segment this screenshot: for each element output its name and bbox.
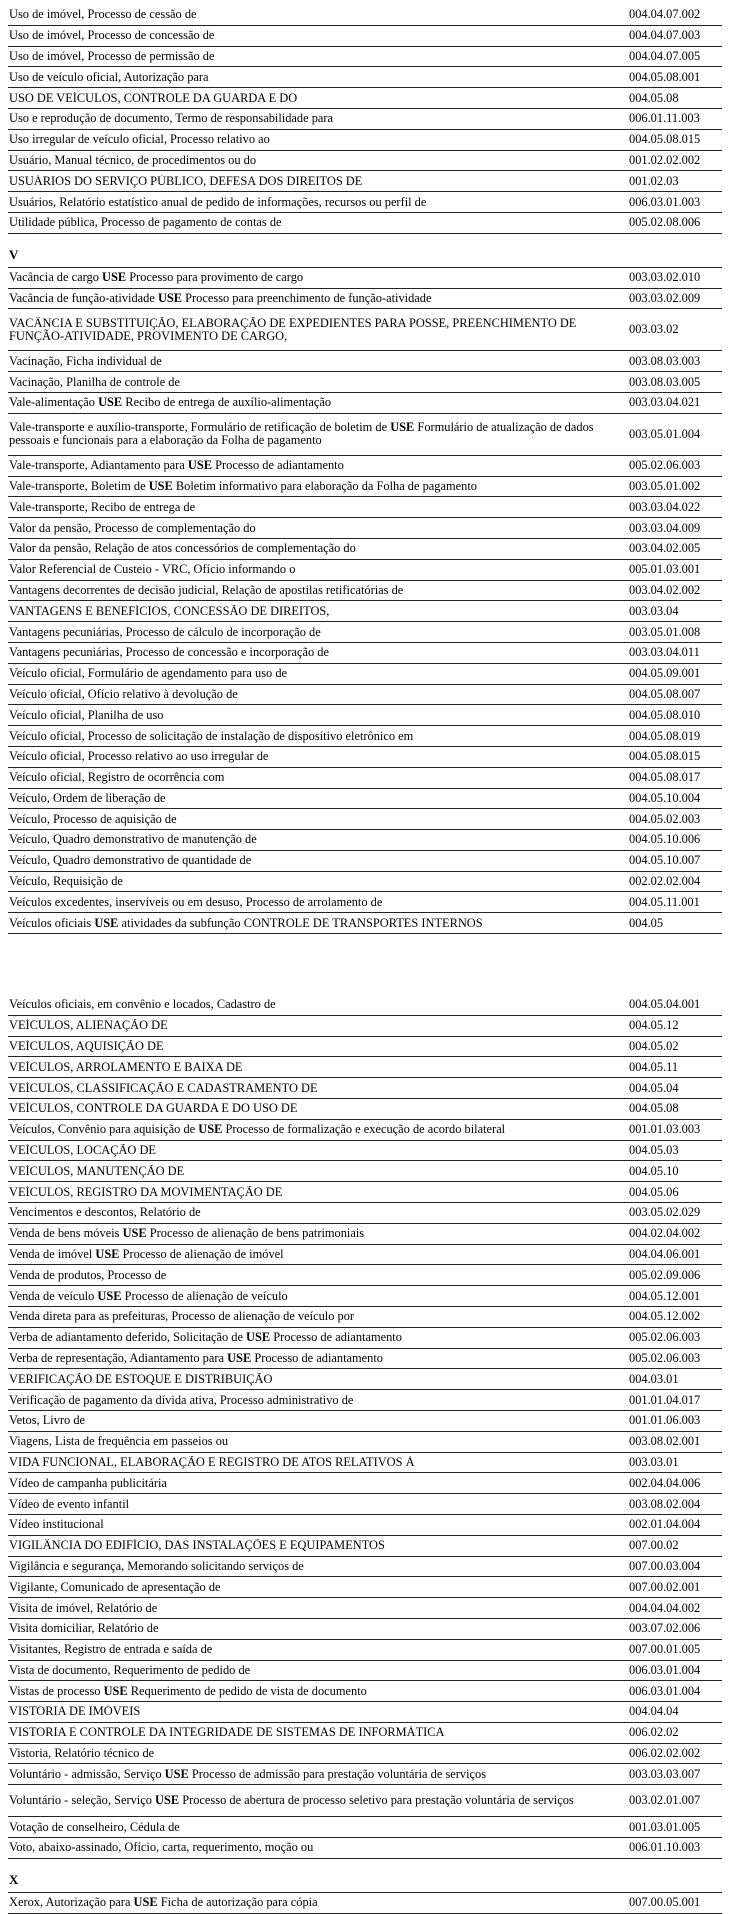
index-entry-row [8, 892, 722, 913]
entry-code: 004.05.08 [629, 1101, 679, 1116]
index-entry-row [8, 309, 722, 351]
entry-code: 003.03.04.022 [629, 499, 701, 514]
index-entry-row [8, 47, 722, 68]
index-entry-row [8, 372, 722, 393]
entry-term: Vale-transporte e auxílio-transporte, Formulário de retificação de boletim de USE Formulário de atualização de dados pessoais e funcionais para a elaboração da Folha de pagamento [9, 421, 594, 448]
index-entry-row [8, 1411, 722, 1432]
index-entry-row [8, 913, 722, 934]
entry-code: 004.04.04.002 [629, 1600, 701, 1615]
entry-term: Vantagens decorrentes de decisão judicial, Relação de apostilas retificatórias de [9, 583, 404, 597]
entry-code: 004.05.02 [629, 1038, 679, 1053]
index-entry-row [8, 1640, 722, 1661]
index-entry-row [8, 726, 722, 747]
index-entry-row [8, 1120, 722, 1141]
section-heading-v: V [8, 234, 722, 268]
entry-term: Veículo oficial, Registro de ocorrência com [9, 771, 225, 785]
entry-code: 003.07.02.006 [629, 1621, 701, 1636]
entry-code: 001.01.03.003 [629, 1122, 701, 1137]
entry-code: 004.05.06 [629, 1184, 679, 1199]
entry-term: Vídeo institucional [9, 1518, 104, 1532]
index-entry-row [8, 171, 722, 192]
entry-code: 004.04.04 [629, 1704, 679, 1719]
index-entry-row [8, 151, 722, 172]
entry-code: 003.03.04 [629, 603, 679, 618]
index-entry-row [8, 872, 722, 893]
index-entry-row [8, 1536, 722, 1557]
entry-term: Venda de imóvel USE Processo de alienação de imóvel [9, 1247, 284, 1261]
entry-term: VEÍCULOS, ALIENAÇÃO DE [9, 1019, 168, 1033]
index-entry-row [8, 1369, 722, 1390]
entry-code: 004.05.10.004 [629, 790, 701, 805]
index-entry-row [8, 1838, 722, 1859]
index-entry-row [8, 1453, 722, 1474]
entry-code: 006.03.01.003 [629, 194, 701, 209]
entry-term: Votação de conselheiro, Cédula de [9, 1820, 180, 1834]
index-entry-row [8, 809, 722, 830]
entry-code: 003.03.02.010 [629, 270, 701, 285]
index-entry-row [8, 1744, 722, 1765]
index-entry-row [8, 1265, 722, 1286]
entry-term: Veículo, Requisição de [9, 875, 123, 889]
entry-code: 003.03.04.021 [629, 395, 701, 410]
index-entry-row [8, 192, 722, 213]
entry-code: 004.05 [629, 915, 664, 930]
entry-term: Valor da pensão, Processo de complementação do [9, 521, 256, 535]
entry-term: Vídeo de campanha publicitária [9, 1476, 167, 1490]
entry-term: Uso de imóvel, Processo de cessão de [9, 8, 197, 22]
entry-code: 001.03.01.005 [629, 1819, 701, 1834]
entry-code: 002.04.04.006 [629, 1475, 701, 1490]
index-table-x [8, 1893, 722, 1914]
entry-term: Vale-transporte, Boletim de USE Boletim informativo para elaboração da Folha de pagamento [9, 479, 477, 493]
entry-term: VEÍCULOS, CLASSIFICAÇÃO E CADASTRAMENTO DE [9, 1081, 318, 1095]
entry-code: 004.05.10.007 [629, 853, 701, 868]
entry-code: 004.05.04.001 [629, 997, 701, 1012]
entry-code: 006.02.02.002 [629, 1746, 701, 1761]
entry-code: 004.02.04.002 [629, 1226, 701, 1241]
index-entry-row [8, 1473, 722, 1494]
entry-code: 004.05.04 [629, 1080, 679, 1095]
index-entry-row [8, 1661, 722, 1682]
entry-term: VERIFICAÇÃO DE ESTOQUE E DISTRIBUIÇÃO [9, 1372, 273, 1386]
index-entry-row [8, 1515, 722, 1536]
entry-term: Venda de produtos, Processo de [9, 1268, 167, 1282]
entry-term: VEÍCULOS, CONTROLE DA GUARDA E DO USO DE [9, 1102, 298, 1116]
entry-code: 005.02.06.003 [629, 1330, 701, 1345]
entry-term: Vista de documento, Requerimento de pedido de [9, 1663, 251, 1677]
index-block-lower [8, 995, 722, 1914]
entry-code: 004.05.11 [629, 1059, 679, 1074]
index-entry-row [8, 88, 722, 109]
section-heading-x: X [8, 1859, 722, 1893]
index-entry-row [8, 26, 722, 47]
entry-term: Visita de imóvel, Relatório de [9, 1601, 158, 1615]
entry-code: 001.02.02.002 [629, 152, 701, 167]
index-block-upper [8, 5, 722, 934]
index-entry-row [8, 1245, 722, 1266]
entry-code: 004.05.09.001 [629, 666, 701, 681]
index-entry-row [8, 268, 722, 289]
entry-term: Veículos oficiais, em convênio e locados, Cadastro de [9, 998, 276, 1012]
entry-code: 004.05.08.007 [629, 686, 701, 701]
index-entry-row [8, 622, 722, 643]
entry-term: Vencimentos e descontos, Relatório de [9, 1206, 201, 1220]
index-entry-row [8, 67, 722, 88]
entry-term: Veículo oficial, Planilha de uso [9, 708, 164, 722]
index-entry-row [8, 1681, 722, 1702]
entry-term: Verba de adiantamento deferido, Solicitação de USE Processo de adiantamento [9, 1331, 402, 1345]
entry-term: Viagens, Lista de frequência em passeios ou [9, 1435, 229, 1449]
entry-code: 007.00.02 [629, 1538, 679, 1553]
entry-code: 005.02.09.006 [629, 1267, 701, 1282]
entry-code: 007.00.03.004 [629, 1558, 701, 1573]
entry-term: VACÂNCIA E SUBSTITUIÇÃO, ELABORAÇÃO DE EXPEDIENTES PARA POSSE, PREENCHIMENTO DE FUNÇÃO-ATIVIDADE, PROVIMENTO DE CARGO, [9, 316, 577, 343]
entry-code: 004.04.06.001 [629, 1246, 701, 1261]
entry-term: Veículo oficial, Processo de solicitação de instalação de dispositivo eletrônico em [9, 729, 414, 743]
index-entry-row [8, 477, 722, 498]
index-entry-row [8, 581, 722, 602]
entry-code: 004.05.02.003 [629, 811, 701, 826]
entry-code: 003.05.01.004 [629, 426, 701, 441]
entry-term: Vetos, Livro de [9, 1414, 86, 1428]
entry-term: Veículos excedentes, inservíveis ou em desuso, Processo de arrolamento de [9, 895, 383, 909]
index-entry-row [8, 1893, 722, 1914]
entry-term: Valor da pensão, Relação de atos concessórios de complementação do [9, 542, 356, 556]
entry-code: 004.05.10.006 [629, 832, 701, 847]
entry-code: 003.08.02.004 [629, 1496, 701, 1511]
entry-code: 004.05.08.015 [629, 132, 701, 147]
index-entry-row [8, 1286, 722, 1307]
index-entry-row [8, 539, 722, 560]
index-entry-row [8, 747, 722, 768]
entry-code: 003.04.02.005 [629, 541, 701, 556]
entry-code: 003.03.02.009 [629, 290, 701, 305]
entry-term: VEÍCULOS, ARROLAMENTO E BAIXA DE [9, 1060, 243, 1074]
entry-term: Uso irregular de veículo oficial, Processo relativo ao [9, 133, 270, 147]
entry-code: 004.04.07.005 [629, 48, 701, 63]
entry-term: VEÍCULOS, AQUISIÇÃO DE [9, 1039, 164, 1053]
entry-code: 004.05.12.001 [629, 1288, 701, 1303]
entry-code: 001.01.04.017 [629, 1392, 701, 1407]
entry-code: 005.02.08.006 [629, 215, 701, 230]
entry-code: 002.02.02.004 [629, 874, 701, 889]
index-entry-row [8, 1307, 722, 1328]
index-entry-row [8, 1494, 722, 1515]
entry-term: VEÍCULOS, REGISTRO DA MOVIMENTAÇÃO DE [9, 1185, 283, 1199]
index-entry-row [8, 1557, 722, 1578]
index-entry-row [8, 518, 722, 539]
entry-term: Veículos, Convênio para aquisição de USE Processo de formalização e execução de acordo bilateral [9, 1123, 506, 1137]
entry-term: Vistoria, Relatório técnico de [9, 1747, 155, 1761]
index-entry-row [8, 1057, 722, 1078]
index-entry-row [8, 1432, 722, 1453]
index-entry-row [8, 1349, 722, 1370]
entry-term: Veículos oficiais USE atividades da subfunção CONTROLE DE TRANSPORTES INTERNOS [9, 916, 483, 930]
index-entry-row [8, 1078, 722, 1099]
index-table-u [8, 5, 722, 234]
entry-code: 004.05.12 [629, 1018, 679, 1033]
entry-code: 003.02.01.007 [629, 1793, 701, 1808]
index-entry-row [8, 5, 722, 26]
index-entry-row [8, 789, 722, 810]
entry-term: Vantagens pecuniárias, Processo de cálculo de incorporação de [9, 625, 321, 639]
entry-code: 004.05.11.001 [629, 894, 700, 909]
index-entry-row [8, 1099, 722, 1120]
entry-term: Vacinação, Planilha de controle de [9, 375, 180, 389]
entry-term: Vigilante, Comunicado de apresentação de [9, 1580, 221, 1594]
index-entry-row [8, 1328, 722, 1349]
index-entry-row [8, 414, 722, 456]
entry-term: Vale-transporte, Adiantamento para USE Processo de adiantamento [9, 459, 344, 473]
entry-term: Veículo oficial, Ofício relativo à devolução de [9, 687, 238, 701]
index-entry-row [8, 705, 722, 726]
index-entry-row [8, 685, 722, 706]
index-entry-row [8, 130, 722, 151]
index-entry-row [8, 851, 722, 872]
index-entry-row [8, 560, 722, 581]
index-entry-row [8, 830, 722, 851]
entry-code: 006.03.01.004 [629, 1683, 701, 1698]
index-entry-row [8, 351, 722, 372]
index-entry-row [8, 1817, 722, 1838]
entry-term: Voluntário - seleção, Serviço USE Processo de abertura de processo seletivo para prestação voluntária de serviços [9, 1794, 574, 1808]
entry-code: 006.03.01.004 [629, 1662, 701, 1677]
entry-term: Vantagens pecuniárias, Processo de concessão e incorporação de [9, 646, 329, 660]
entry-code: 005.01.03.001 [629, 562, 701, 577]
entry-code: 003.08.03.005 [629, 374, 701, 389]
entry-code: 003.03.04.009 [629, 520, 701, 535]
entry-term: Venda direta para as prefeituras, Processo de alienação de veículo por [9, 1310, 355, 1324]
index-entry-row [8, 1723, 722, 1744]
index-entry-row [8, 1619, 722, 1640]
entry-term: Vacância de cargo USE Processo para provimento de cargo [9, 271, 304, 285]
index-entry-row [8, 1785, 722, 1817]
entry-term: Verificação de pagamento da dívida ativa, Processo administrativo de [9, 1393, 354, 1407]
index-entry-row [8, 601, 722, 622]
entry-code: 003.05.01.002 [629, 478, 701, 493]
entry-code: 004.05.08.019 [629, 728, 701, 743]
entry-code: 004.05.08.001 [629, 69, 701, 84]
entry-code: 003.08.02.001 [629, 1434, 701, 1449]
entry-term: USUÁRIOS DO SERVIÇO PÚBLICO, DEFESA DOS DIREITOS DE [9, 174, 363, 188]
entry-term: Vistas de processo USE Requerimento de pedido de vista de documento [9, 1684, 367, 1698]
entry-term: VISTORIA DE IMÓVEIS [9, 1705, 141, 1719]
entry-term: Vale-transporte, Recibo de entrega de [9, 500, 196, 514]
entry-code: 003.03.02 [629, 322, 679, 337]
index-entry-row [8, 1224, 722, 1245]
entry-term: Uso de veículo oficial, Autorização para [9, 70, 209, 84]
index-entry-row [8, 497, 722, 518]
index-entry-row [8, 768, 722, 789]
entry-term: Veículo oficial, Formulário de agendamento para uso de [9, 667, 288, 681]
index-entry-row [8, 1182, 722, 1203]
index-entry-row [8, 1141, 722, 1162]
index-entry-row [8, 1702, 722, 1723]
entry-term: VANTAGENS E BENEFÍCIOS, CONCESSÃO DE DIREITOS, [9, 604, 330, 618]
entry-term: Veículo, Quadro demonstrativo de manutenção de [9, 833, 257, 847]
entry-code: 003.05.01.008 [629, 624, 701, 639]
entry-term: Vacância de função-atividade USE Processo para preenchimento de função-atividade [9, 291, 432, 305]
index-table-v-continued [8, 995, 722, 1859]
index-table-v [8, 268, 722, 934]
entry-code: 003.03.04.011 [629, 645, 700, 660]
entry-code: 004.05.12.002 [629, 1309, 701, 1324]
index-entry-row [8, 393, 722, 414]
entry-term: Vídeo de evento infantil [9, 1497, 130, 1511]
entry-term: Veículo, Quadro demonstrativo de quantidade de [9, 854, 252, 868]
entry-code: 006.02.02 [629, 1725, 679, 1740]
entry-term: Utilidade pública, Processo de pagamento de contas de [9, 216, 282, 230]
entry-term: VEÍCULOS, LOCAÇÃO DE [9, 1143, 156, 1157]
entry-term: Valor Referencial de Custeio - VRC, Ofício informando o [9, 563, 296, 577]
entry-term: Uso e reprodução de documento, Termo de responsabilidade para [9, 112, 334, 126]
entry-code: 004.05.08.010 [629, 707, 701, 722]
entry-code: 004.05.08 [629, 90, 679, 105]
entry-term: Voluntário - admissão, Serviço USE Processo de admissão para prestação voluntária de serviços [9, 1767, 487, 1781]
entry-term: Vacinação, Ficha individual de [9, 354, 162, 368]
entry-code: 003.05.02.029 [629, 1205, 701, 1220]
entry-term: USO DE VEÍCULOS, CONTROLE DA GUARDA E DO [9, 91, 298, 105]
entry-code: 003.03.03.007 [629, 1766, 701, 1781]
entry-term: Uso de imóvel, Processo de concessão de [9, 29, 215, 43]
entry-code: 007.00.02.001 [629, 1579, 701, 1594]
index-entry-row [8, 1161, 722, 1182]
entry-term: Veículo oficial, Processo relativo ao uso irregular de [9, 750, 269, 764]
entry-code: 007.00.01.005 [629, 1642, 701, 1657]
index-entry-row [8, 1203, 722, 1224]
entry-term: Verba de representação, Adiantamento para USE Processo de adiantamento [9, 1351, 384, 1365]
entry-code: 005.02.06.003 [629, 1350, 701, 1365]
entry-term: Visita domiciliar, Relatório de [9, 1622, 159, 1636]
entry-code: 003.08.03.003 [629, 353, 701, 368]
entry-code: 006.01.10.003 [629, 1840, 701, 1855]
entry-code: 004.05.08.015 [629, 749, 701, 764]
entry-code: 004.04.07.002 [629, 7, 701, 22]
index-entry-row [8, 1390, 722, 1411]
entry-code: 004.03.01 [629, 1371, 679, 1386]
index-entry-row [8, 1598, 722, 1619]
entry-term: Veículo, Processo de aquisição de [9, 812, 177, 826]
index-entry-row [8, 1764, 722, 1785]
entry-code: 004.05.10 [629, 1163, 679, 1178]
entry-term: Visitantes, Registro de entrada e saída de [9, 1643, 213, 1657]
entry-term: Uso de imóvel, Processo de permissão de [9, 49, 215, 63]
entry-term: Veículo, Ordem de liberação de [9, 791, 166, 805]
entry-term: VIGILÂNCIA DO EDIFÍCIO, DAS INSTALAÇÕES E EQUIPAMENTOS [9, 1539, 385, 1553]
entry-code: 001.02.03 [629, 173, 679, 188]
entry-code: 003.04.02.002 [629, 582, 701, 597]
entry-code: 004.04.07.003 [629, 28, 701, 43]
entry-code: 007.00.05.001 [629, 1895, 701, 1910]
index-entry-row [8, 995, 722, 1016]
index-entry-row [8, 664, 722, 685]
entry-term: Usuários, Relatório estatístico anual de pedido de informações, recursos ou perfil de [9, 195, 427, 209]
entry-code: 004.05.03 [629, 1142, 679, 1157]
entry-term: Venda de veículo USE Processo de alienação de veículo [9, 1289, 288, 1303]
entry-term: Vale-alimentação USE Recibo de entrega de auxílio-alimentação [9, 396, 332, 410]
entry-term: VEÍCULOS, MANUTENÇÃO DE [9, 1164, 185, 1178]
entry-code: 003.03.01 [629, 1454, 679, 1469]
entry-code: 004.05.08.017 [629, 770, 701, 785]
entry-term: Usuário, Manual técnico, de procedimentos ou do [9, 153, 257, 167]
entry-term: Voto, abaixo-assinado, Ofício, carta, requerimento, moção ou [9, 1841, 314, 1855]
entry-code: 001.01.06.003 [629, 1413, 701, 1428]
entry-term: VISTORIA E CONTROLE DA INTEGRIDADE DE SISTEMAS DE INFORMÁTICA [9, 1726, 445, 1740]
index-entry-row [8, 1037, 722, 1058]
index-entry-row [8, 643, 722, 664]
entry-term: VIDA FUNCIONAL, ELABORAÇÃO E REGISTRO DE ATOS RELATIVOS À [9, 1455, 415, 1469]
index-entry-row [8, 456, 722, 477]
entry-code: 006.01.11.003 [629, 111, 700, 126]
index-entry-row [8, 289, 722, 310]
entry-term: Vigilância e segurança, Memorando solicitando serviços de [9, 1559, 304, 1573]
entry-code: 002.01.04.004 [629, 1517, 701, 1532]
entry-term: Venda de bens móveis USE Processo de alienação de bens patrimoniais [9, 1227, 365, 1241]
entry-code: 005.02.06.003 [629, 458, 701, 473]
index-entry-row [8, 1577, 722, 1598]
entry-term: Xerox, Autorização para USE Ficha de autorização para cópia [9, 1896, 318, 1910]
index-entry-row [8, 1016, 722, 1037]
index-entry-row [8, 109, 722, 130]
index-entry-row [8, 213, 722, 234]
